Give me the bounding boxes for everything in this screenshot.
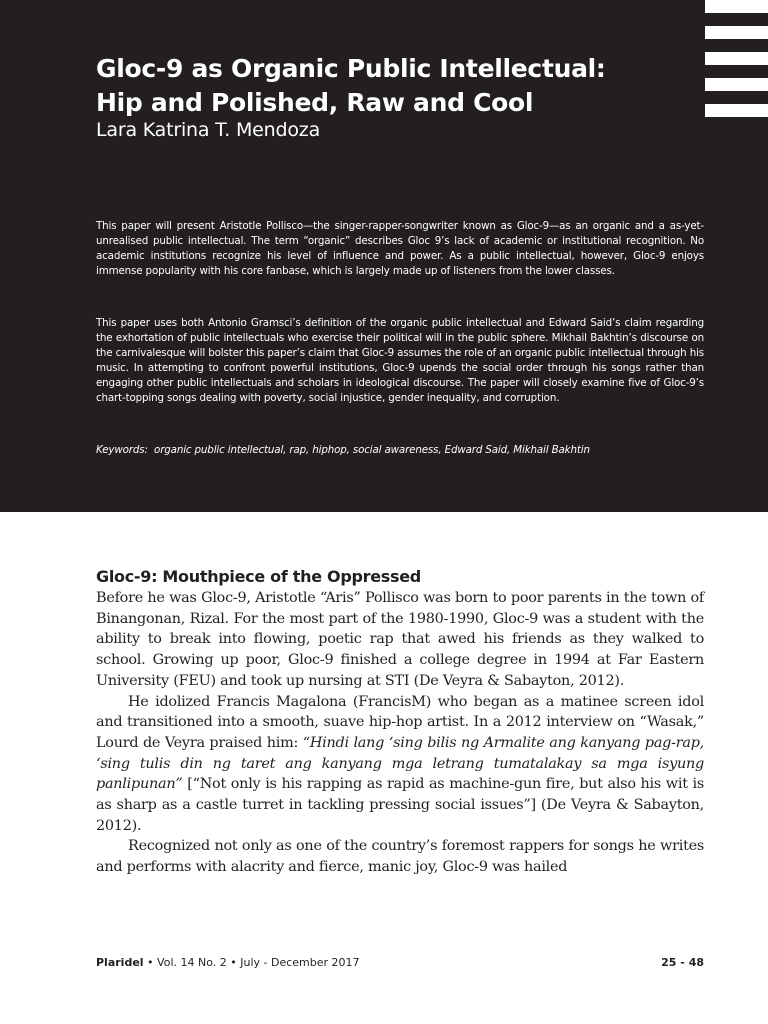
journal-name: Plaridel: [96, 956, 144, 969]
stripe: [705, 26, 768, 39]
keywords-list: organic public intellectual, rap, hiphop, social awareness, Edward Said, Mikhail Bakhtin: [154, 444, 590, 456]
tagalog-quote: “Hindi lang ‘sing bilis ng Armalite ang kanyang pag-rap, ‘sing tulis din ng taret ang kanyang mga letrang tumatalakay sa mga isyung panlipunan”: [96, 734, 704, 793]
paper-title: [96, 52, 686, 120]
body-paragraph-3: Recognized not only as one of the country’s foremost rappers for songs he writes and performs with alacrity and fierce, manic joy, Gloc-9 was hailed: [96, 838, 704, 876]
stripe: [705, 52, 768, 65]
title-line-2: Hip and Polished, Raw and Cool: [96, 88, 534, 117]
title-line-1: Gloc-9 as Organic Public Intellectual:: [96, 54, 606, 83]
journal-issue: • Vol. 14 No. 2 • July - December 2017: [143, 956, 360, 969]
abstract-paragraph-1: This paper will present Aristotle Pollisco—the singer-rapper-songwriter known as Gloc-9—as an organic and a as-yet-unrealised public intellectual. The term “organic” describes Gloc 9’s lack of academic or institutional recognition. No academic institutions recognize his level of influence and power. As a public intellectual, however, Gloc-9 enjoys immense popularity with his core fanbase, which is largely made up of listeners from the lower classes.: [96, 220, 704, 278]
paragraph-2-end: [“Not only is his rapping as rapid as machine-gun fire, but also his wit is as sharp as a castle turret in tackling pressing social issues”] (De Veyra & Sabayton, 2012).: [96, 776, 704, 834]
body-paragraph-2: [96, 692, 704, 837]
keywords-label: Keywords:: [96, 444, 148, 456]
stripe: [705, 78, 768, 91]
section-heading: Gloc-9: Mouthpiece of the Oppressed: [96, 567, 421, 586]
paragraph-2-start: He idolized Francis Magalona (FrancisM) who began as a matinee screen idol and transitioned into a smooth, suave hip-hop artist. In a 2012 interview on “Wasak,” Lourd de Veyra praised him:: [96, 693, 704, 751]
journal-footer: [96, 956, 360, 970]
stripe: [705, 0, 768, 13]
body-paragraph-1: Before he was Gloc-9, Aristotle “Aris” Pollisco was born to poor parents in the town of Binangonan, Rizal. For the most part of the 1980-1990, Gloc-9 was a student with the ability to break into flowing, poetic rap that awed his friends as they walked to school. Growing up poor, Gloc-9 finished a college degree in 1994 at Far Eastern University (FEU) and took up nursing at STI (De Veyra & Sabayton, 2012).: [96, 590, 704, 689]
author-name: Lara Katrina T. Mendoza: [96, 119, 321, 141]
abstract-paragraph-2: This paper uses both Antonio Gramsci’s definition of the organic public intellectual and Edward Said’s claim regarding the exhortation of public intellectuals who exercise their political will in the public sphere. Mikhail Bakhtin’s discourse on the carnivalesque will bolster this paper’s claim that Gloc-9 assumes the role of an organic public intellectual through his music. In attempting to confront powerful institutions, Gloc-9 upends the social order through his songs rather than engaging other public intellectuals and scholars in ideological discourse. The paper will closely examine five of Gloc-9’s chart-topping songs dealing with poverty, social injustice, gender inequality, and corruption.: [96, 317, 704, 405]
body-text: [96, 588, 704, 878]
keywords: [96, 443, 704, 458]
page-range: 25 - 48: [661, 956, 704, 969]
stripe: [705, 104, 768, 117]
